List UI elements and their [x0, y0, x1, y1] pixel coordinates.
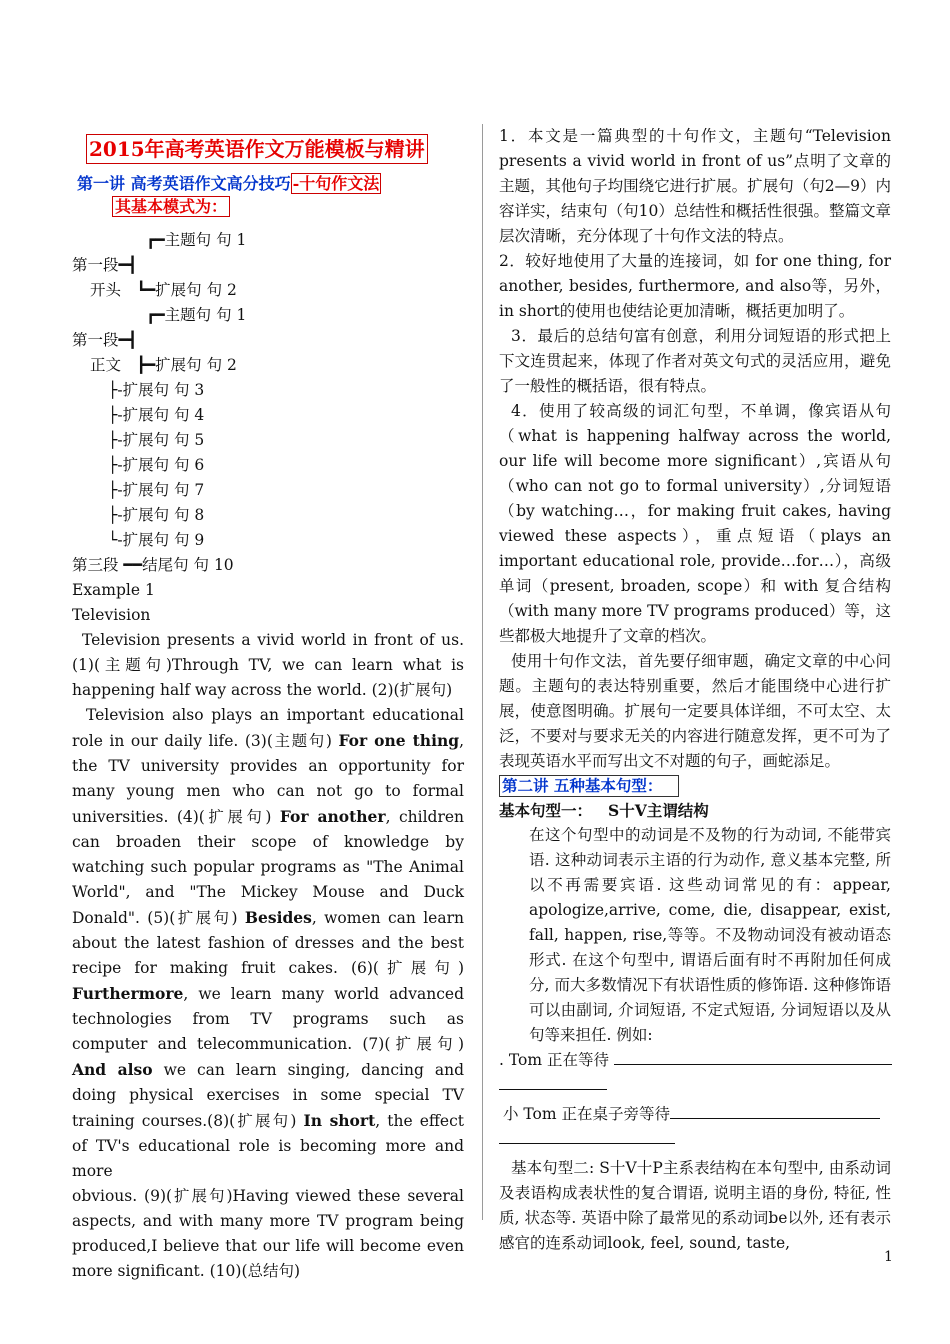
text-run: , children can broaden their scope of knowledge by watching such popular programs as "The Animal World", and "The Mickey Mouse and Duck Donald". (5)(扩展句) — [72, 808, 465, 927]
tree-line: ├-扩展句 句 5 — [108, 431, 205, 449]
text-run: Television also plays an important educational role in our daily life. (3)(主题句) — [72, 706, 464, 750]
example-paragraph-1: Television presents a vivid world in front of us. (1)(主题句)Through TV, we can learn what is happening half way across the world. (2)(扩展句) — [72, 631, 464, 699]
analysis-point-3: 3．最后的总结句富有创意，利用分词短语的形式把上下文连贯起来，体现了作者对英文句式的灵活应用，避免了一般性的概括语，很有特点。 — [499, 327, 891, 395]
tree-line: ┏━主题句 句 1 — [146, 231, 247, 249]
example-blank-2-cont — [499, 1127, 891, 1152]
pattern-1-label: 基本句型一： — [499, 801, 593, 820]
answer-blank[interactable] — [614, 1050, 892, 1065]
example-blank-1 — [499, 1048, 891, 1073]
example-paragraph-3: obvious. (9)(扩展句)Having viewed these several aspects, and with many more TV program being produced,I believe that our life will become even more significant. (10)(总结句) — [72, 1187, 464, 1280]
lecture-1-text: 第一讲 高考英语作文高分技巧 — [77, 174, 291, 193]
example-label: Example 1 — [72, 581, 155, 599]
example-title: Television — [72, 606, 151, 624]
tree-line: └-扩展句 句 9 — [108, 531, 205, 549]
connector-word: And also — [72, 1060, 153, 1079]
connector-word: For one thing — [338, 731, 460, 750]
tree-line: 第一段━┫ — [72, 256, 138, 274]
pattern-1-heading — [499, 798, 891, 823]
example-blank-1-cont — [499, 1073, 891, 1098]
tree-line: ┏━主题句 句 1 — [146, 306, 247, 324]
example-paragraph-2 — [72, 703, 464, 1184]
tree-line: 第三段 ━━结尾句 句 10 — [72, 556, 234, 574]
right-column — [499, 124, 891, 1256]
page-number: 1 — [884, 1249, 893, 1265]
method-summary: 使用十句作文法，首先要仔细审题，确定文章的中心问题。主题句的表达特别重要，然后才能围绕中心进行扩展，使意图明确。扩展句一定要具体详细，不可太空、太泛，不要对与要求无关的内容进行随意发挥，更不可为了表现英语水平而写出文不对题的句子，画蛇添足。 — [499, 652, 891, 770]
basic-pattern-heading — [112, 196, 464, 218]
connector-word: Furthermore — [72, 984, 184, 1003]
connector-word: Besides — [244, 908, 312, 927]
lecture-2-wrapper — [499, 774, 891, 798]
analysis-point-1: 1．本文是一篇典型的十句作文，主题句“Television presents a vivid world in front of us”点明了文章的主题，其他句子均围绕它进行扩展。扩展句（句2—9）内容详实，结束句（句10）总结性和概括性很强。整篇文章层次清晰，充分体现了十句作文法的特点。 — [499, 127, 891, 245]
structure-tree — [72, 228, 464, 578]
analysis-point-2: 2．较好地使用了大量的连接词，如 for one thing, for another, besides, furthermore, and also等，另外，in short的使用也使结论更加清晰，概括更加明了。 — [499, 252, 891, 320]
answer-blank[interactable] — [499, 1129, 675, 1144]
example-sentence-2: 小 Tom 正在桌子旁等待 — [503, 1105, 671, 1123]
document-title: 2015年高考英语作文万能模板与精讲 — [86, 134, 428, 164]
text-run: , the TV university provides an opportunity for many young men who can not go to formal universities. (4)(扩展句) — [72, 732, 464, 826]
answer-blank[interactable] — [670, 1104, 880, 1119]
text-run: , we learn many world advanced technologies from TV programs such as computer and telecommunication. (7)(扩展句) — [72, 985, 464, 1053]
connector-word: In short — [303, 1111, 376, 1130]
text-run: , women can learn about the latest fashion of dresses and the best recipe for making fruit cakes. (6)(扩展句) — [72, 909, 464, 977]
tree-line: ├-扩展句 句 3 — [108, 381, 205, 399]
answer-blank[interactable] — [499, 1075, 607, 1090]
example-blank-2 — [499, 1102, 891, 1127]
text-run: , the effect of TV's educational role is becoming more and more — [72, 1112, 464, 1180]
tree-line: ├-扩展句 句 6 — [108, 456, 205, 474]
lecture-1-heading — [77, 172, 464, 196]
example-sentence-1: . Tom 正在等待 — [499, 1051, 609, 1069]
left-column — [72, 124, 464, 1284]
tree-line: ├-扩展句 句 8 — [108, 506, 205, 524]
tree-line: 正文 ┣━扩展句 句 2 — [90, 356, 237, 374]
pattern-2-description: 基本句型二: S十V十P主系表结构在本句型中, 由系动词及表语构成表状性的复合谓语, 说明主语的身份, 特征, 性质, 状态等. 英语中除了最常见的系动词be以外, 还有表示感官的连系动词look, feel, sound, taste, — [499, 1159, 891, 1252]
tree-line: 开头 ┗━扩展句 句 2 — [90, 281, 237, 299]
pattern-1-formula: S十V主谓结构 — [608, 801, 709, 820]
lecture-2-heading: 第二讲 五种基本句型： — [499, 775, 679, 797]
tree-line: ├-扩展句 句 7 — [108, 481, 205, 499]
analysis-point-4: 4．使用了较高级的词汇句型，不单调，像宾语从句（what is happening halfway across the world, our life will become more significant）,宾语从句（who can not go to formal university）,分词短语（by watching…，for making fruit cakes, having viewed these aspects），重点短语（plays an important educational role, provide…for…），高级单词（present, broaden, scope）和 with 复合结构（with many more TV programs produced）等，这些都极大地提升了文章的档次。 — [499, 402, 891, 645]
basic-pattern-label: 其基本模式为： — [112, 196, 230, 217]
pattern-1-description: 在这个句型中的动词是不及物的行为动词, 不能带宾语. 这种动词表示主语的行为动作, 意义基本完整, 所以不再需要宾语. 这些动词常见的有：appear, apologize,arrive, come, die, disappear, exist, fall, happen, rise,等等。不及物动词没有被动语态形式. 在这个句型中, 谓语后面有时不再附加任何成分, 而大多数情况下有状语性质的修饰语. 这种修饰语可以由副词, 介词短语, 不定式短语, 分词短语以及从句等来担任. 例如: — [529, 826, 891, 1044]
connector-word: For another — [279, 807, 386, 826]
tree-line: ├-扩展句 句 4 — [108, 406, 205, 424]
text-run: we can learn singing, dancing and doing physical exercises in some special TV training courses.(8)(扩展句) — [72, 1061, 464, 1130]
tree-line: 第一段━┫ — [72, 331, 138, 349]
lecture-1-tag: -十句作文法 — [292, 174, 380, 193]
column-divider — [482, 124, 483, 1220]
